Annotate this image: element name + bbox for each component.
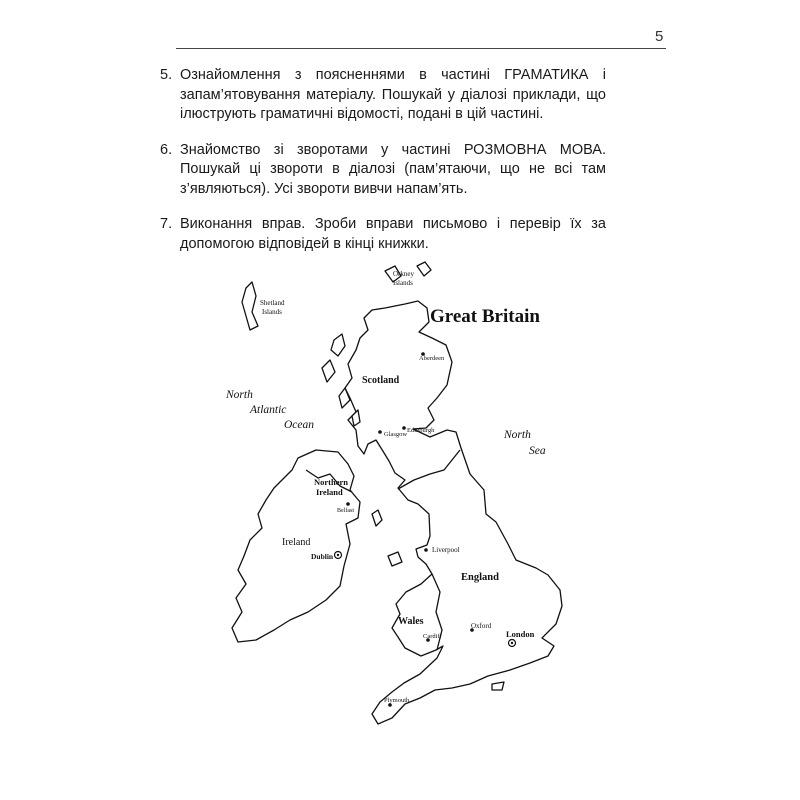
atlantic-label: Ocean bbox=[284, 419, 315, 431]
hebrides-outline bbox=[322, 360, 335, 382]
belfast-marker bbox=[346, 502, 350, 506]
northern-ireland-label: Ireland bbox=[316, 487, 343, 497]
glasgow-marker bbox=[378, 430, 382, 434]
edinburgh-label: Edinburgh bbox=[407, 427, 435, 434]
map-title: Great Britain bbox=[430, 306, 540, 327]
scotland-label: Scotland bbox=[362, 375, 400, 386]
cardiff-label: Cardiff bbox=[423, 633, 442, 640]
north-sea-label: Sea bbox=[529, 445, 546, 457]
instruction-text: Знайомство зі зворотами у частині РОЗМОВНА МОВА. Пошукай ці звороти в діалозі (пам’ятаючи, що не всі там з’являються). Усі звороти вивчи напам’ять. bbox=[180, 141, 606, 197]
northern-ireland-label: Northern bbox=[314, 477, 348, 487]
plymouth-label: Plymouth bbox=[384, 697, 410, 704]
page-number: 5 bbox=[655, 28, 664, 45]
belfast-label: Belfast bbox=[337, 508, 354, 514]
isle-of-man-outline bbox=[372, 510, 382, 526]
orkney-outline bbox=[417, 262, 431, 276]
isle-of-wight-outline bbox=[492, 682, 504, 690]
instruction-number: 5. bbox=[160, 67, 173, 83]
wales-label: Wales bbox=[398, 616, 424, 627]
shetland-label: Islands bbox=[262, 308, 282, 316]
atlantic-label: North bbox=[226, 389, 253, 401]
instruction-number: 6. bbox=[160, 141, 173, 158]
anglesey-outline bbox=[388, 552, 402, 566]
oxford-label: Oxford bbox=[471, 622, 492, 630]
liverpool-marker bbox=[424, 548, 428, 552]
england-label: England bbox=[461, 572, 499, 583]
aberdeen-label: Aberdeen bbox=[419, 355, 445, 362]
instruction-number: 7. bbox=[160, 216, 173, 232]
glasgow-label: Glasgow bbox=[384, 431, 408, 438]
ireland-label: Ireland bbox=[282, 537, 311, 548]
north-sea-label: North bbox=[504, 429, 531, 441]
atlantic-label: Atlantic bbox=[250, 404, 287, 416]
london-label: London bbox=[506, 629, 535, 639]
shetland-outline bbox=[242, 282, 258, 330]
instruction-text: Ознайомлення з поясненнями в частині ГРАМАТИКА і запам’ятовування матеріалу. Пошукай у діалозі приклади, що ілюструють граматичні відомості, подані в цій частині. bbox=[180, 67, 606, 122]
edinburgh-marker bbox=[402, 426, 406, 430]
shetland-label: Shetland bbox=[260, 299, 285, 307]
orkney-label: Islands bbox=[393, 279, 413, 287]
orkney-label: Orkney bbox=[393, 270, 414, 278]
dublin-label: Dublin bbox=[311, 552, 334, 561]
instruction-text: Виконання вправ. Зроби вправи письмово і перевір їх за допомогою відповідей в кінці книжки. bbox=[180, 216, 606, 252]
hebrides-outline bbox=[331, 334, 345, 356]
liverpool-label: Liverpool bbox=[432, 546, 460, 554]
